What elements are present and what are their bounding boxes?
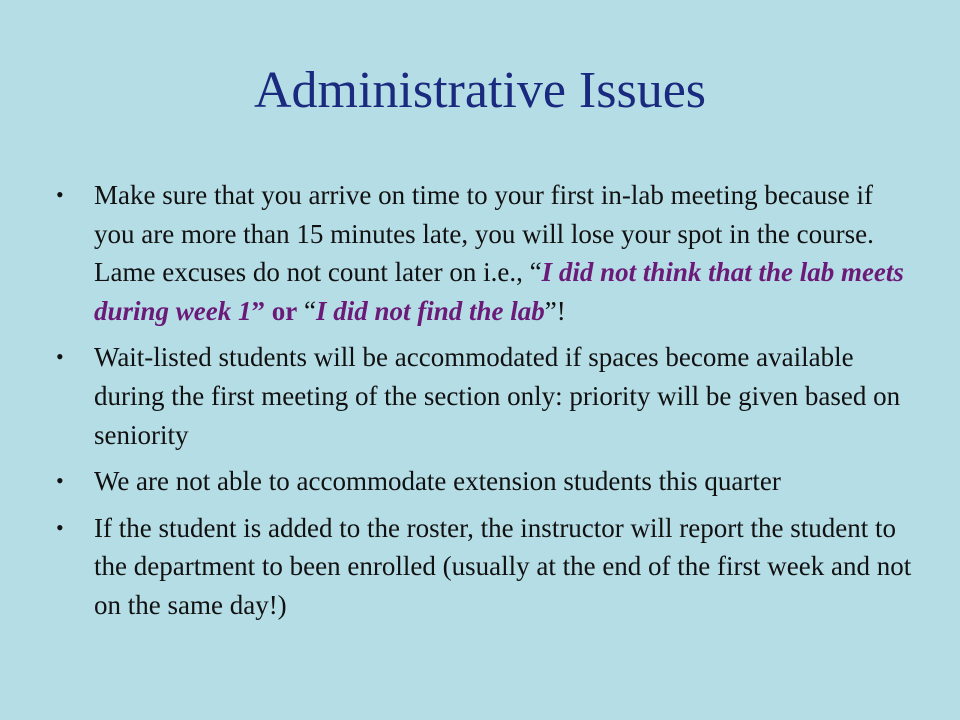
bullet-list [56, 176, 916, 633]
bullet-text: We are not able to accommodate extension students this quarter [94, 466, 781, 497]
quote-close-2: ”! [544, 295, 566, 326]
bullet-text [94, 180, 904, 326]
quoted-excuse-2: I did not find the lab [316, 295, 545, 326]
bullet-text: Wait-listed students will be accommodated if spaces become available during the first meeting of the section only: priority will be given based on seniority [94, 342, 901, 450]
slide-title: Administrative Issues [253, 62, 707, 119]
quoted-excuse-1: I did not think that the lab meets during week 1 [94, 257, 904, 326]
bullet-item-extension [56, 462, 916, 501]
quote-close-1: ” [251, 295, 272, 326]
quote-open-2: “ [297, 295, 316, 326]
bullet-dot-icon: • [56, 182, 64, 207]
bullet-text-part: Make sure that you arrive on time to your first in-lab meeting because if you are more than 15 minutes late, you will lose your spot in the course. Lame excuses do not count later on i.e., “ [94, 180, 874, 288]
bullet-dot-icon: • [56, 344, 64, 370]
bullet-dot-icon: • [56, 468, 64, 494]
bullet-dot-icon: • [56, 514, 64, 540]
or-word: or [271, 295, 298, 326]
bullet-item-wait-list [56, 338, 916, 454]
bullet-text: If the student is added to the roster, the instructor will report the student to the department to been enrolled (usually at the end of the first week and not on the same day!) [94, 512, 912, 620]
bullet-item-late-arrival [56, 176, 916, 330]
bullet-item-roster [56, 509, 916, 625]
